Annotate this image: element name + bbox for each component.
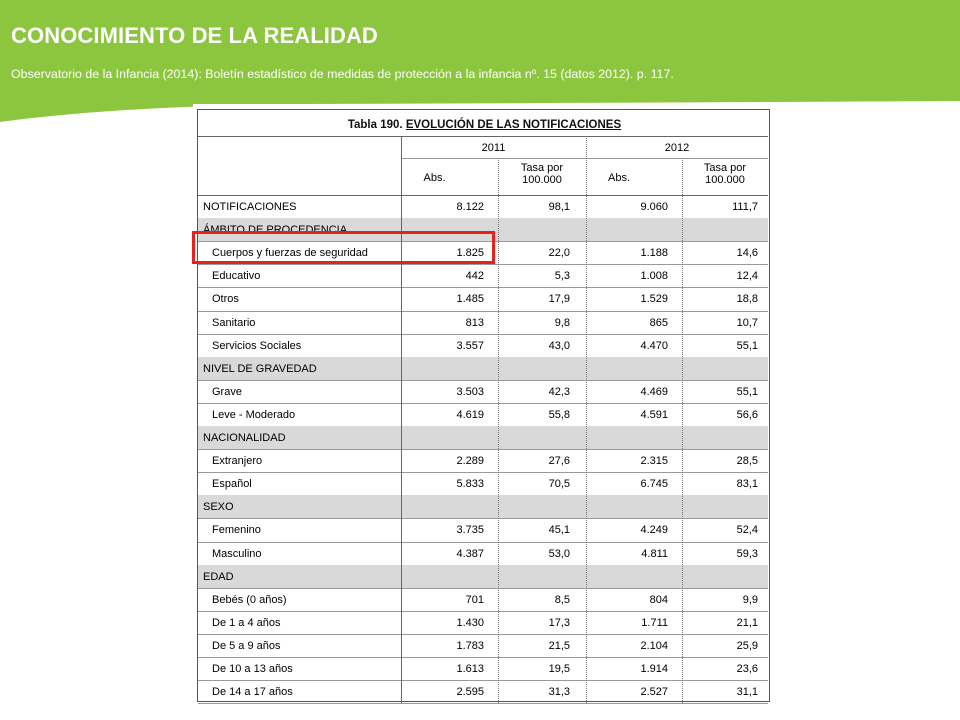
rate-2011-cell: 45,1 — [548, 524, 570, 537]
row-label: NOTIFICACIONES — [203, 201, 297, 213]
abs-2012-cell: 2.104 — [640, 639, 668, 652]
page-title: CONOCIMIENTO DE LA REALIDAD — [11, 23, 378, 48]
rate-2012-cell: 23,6 — [736, 663, 758, 675]
row-label: De 1 a 4 años — [212, 616, 281, 629]
row-label: De 14 a 17 años — [212, 686, 293, 699]
rate-2011-cell: 21,5 — [548, 639, 570, 652]
row-label: De 10 a 13 años — [212, 663, 293, 675]
year-divider — [586, 136, 587, 703]
abs-2012-cell: 1.008 — [640, 270, 668, 283]
abs-2012-cell: 1.711 — [641, 616, 668, 629]
table-title-prefix: Tabla 190. — [347, 119, 403, 131]
abs-2011-cell: 813 — [465, 316, 484, 329]
rate-2012-cell: 9,9 — [742, 593, 758, 606]
abs-2011-cell: 4.619 — [456, 408, 484, 421]
rate-2011-cell: 31,3 — [548, 686, 570, 699]
table-image — [193, 104, 777, 705]
abs-2011-cell: 442 — [465, 270, 484, 283]
abs-2011-cell: 2.595 — [456, 686, 484, 699]
rate-2012-cell: 52,4 — [736, 524, 758, 537]
abs-2012-cell: 6.745 — [640, 478, 668, 491]
abs-2012-cell: 1.914 — [640, 663, 668, 675]
rate-2012-cell: 55,1 — [736, 385, 758, 398]
table-title — [198, 119, 771, 131]
abs-2012-cell: 4.591 — [640, 408, 668, 421]
abs-2011-cell: 1.485 — [456, 293, 484, 306]
rate-2011-cell: 98,1 — [548, 201, 570, 213]
section-header: NACIONALIDAD — [203, 432, 286, 444]
abs-2011-cell: 3.503 — [456, 385, 484, 398]
abs-2012-cell: 9.060 — [640, 201, 668, 213]
rate-2011-cell: 17,9 — [548, 293, 570, 306]
rate-2012-cell: 14,6 — [736, 247, 758, 260]
row-label: Otros — [212, 293, 239, 306]
row-label: Masculino — [212, 547, 262, 560]
rate-2012-cell: 83,1 — [736, 478, 758, 491]
abs-2012-cell: 4.811 — [641, 547, 668, 560]
row-label: Español — [212, 478, 252, 491]
abs-2011-cell: 1.825 — [456, 247, 484, 260]
rate-2011-cell: 70,5 — [548, 478, 570, 491]
rate-2012-cell: 59,3 — [736, 547, 758, 560]
abs-2011-cell: 5.833 — [456, 478, 484, 491]
row-label: Extranjero — [212, 455, 263, 468]
header-top-line — [198, 136, 768, 137]
label-column-divider — [401, 136, 402, 703]
abs-2012-cell: 865 — [649, 316, 668, 329]
rate-label-line1: Tasa por — [520, 162, 564, 174]
year-2011-header: 2011 — [481, 142, 506, 154]
rate-2012-cell: 56,6 — [736, 408, 758, 421]
source-citation: Observatorio de la Infancia (2014): Boletín estadístico de medidas de protección a la infancia nº. 15 (datos 2012). p. 117. — [11, 67, 674, 81]
rate-2011-cell: 5,3 — [554, 270, 570, 283]
row-label: Femenino — [212, 524, 261, 537]
section-header: SEXO — [203, 501, 234, 514]
table-title-main: EVOLUCIÓN DE LAS NOTIFICACIONES — [405, 119, 622, 131]
rate-2012-cell: 31,1 — [736, 686, 758, 699]
abs-2011-cell: 1.613 — [456, 663, 484, 675]
abs-2011-cell: 4.387 — [456, 547, 484, 560]
rate-label-line2: 100.000 — [705, 174, 745, 187]
rate-2012-cell: 10,7 — [736, 316, 758, 329]
abs-2012-cell: 4.249 — [640, 524, 668, 537]
row-label: Leve - Moderado — [212, 408, 296, 421]
row-separator — [198, 703, 768, 704]
row-label: Grave — [212, 385, 242, 398]
rate-2011-cell: 9,8 — [554, 316, 570, 329]
rate-2011-header — [498, 162, 586, 186]
rate-label-line2: 100.000 — [522, 174, 562, 187]
abs-2012-cell: 804 — [649, 593, 668, 606]
abs-2011-cell: 701 — [465, 593, 484, 606]
abs-2011-cell: 1.430 — [456, 616, 484, 629]
abs-2012-cell: 1.529 — [640, 293, 668, 306]
rate-2012-cell: 12,4 — [736, 270, 758, 283]
rate-2012-cell: 18,8 — [736, 293, 758, 306]
abs-2012-header: Abs. — [607, 172, 630, 184]
rate-label-line1: Tasa por — [703, 162, 747, 174]
abs-2011-cell: 1.783 — [456, 639, 484, 652]
rate-2012-header — [682, 162, 768, 186]
section-header: ÁMBITO DE PROCEDENCIA — [203, 224, 348, 237]
year-divider-line — [401, 158, 768, 159]
abs-2011-cell: 3.557 — [456, 339, 484, 352]
abs-2011-cell: 8.122 — [456, 201, 484, 213]
rate-2011-cell: 22,0 — [548, 247, 570, 260]
rate-2012-cell: 21,1 — [736, 616, 758, 629]
abs-2011-header: Abs. — [423, 172, 446, 184]
row-label: Cuerpos y fuerzas de seguridad — [212, 247, 368, 260]
rate-2011-cell: 17,3 — [548, 616, 570, 629]
rate-2012-cell: 25,9 — [736, 639, 758, 652]
abs-2012-cell: 2.527 — [640, 686, 668, 699]
abs-2012-cell: 4.469 — [640, 385, 668, 398]
abs-2012-cell: 1.188 — [640, 247, 668, 260]
abs-2012-cell: 4.470 — [640, 339, 668, 352]
rate-2011-cell: 55,8 — [548, 408, 570, 421]
row-label: Servicios Sociales — [212, 339, 302, 352]
row-label: Educativo — [212, 270, 261, 283]
year-2012-header: 2012 — [664, 142, 690, 154]
abs-rate-divider-2012 — [682, 158, 683, 703]
rate-2011-cell: 42,3 — [548, 385, 570, 398]
rate-2011-cell: 8,5 — [554, 593, 570, 606]
abs-rate-divider-2011 — [498, 158, 499, 703]
rate-2011-cell: 53,0 — [548, 547, 570, 560]
highlight-box — [192, 231, 495, 264]
rate-2012-cell: 55,1 — [736, 339, 758, 352]
section-header: EDAD — [203, 570, 234, 583]
section-header: NIVEL DE GRAVEDAD — [203, 362, 317, 375]
abs-2011-cell: 3.735 — [456, 524, 484, 537]
row-label: Sanitario — [212, 316, 256, 329]
abs-2011-cell: 2.289 — [456, 455, 484, 468]
row-label: Bebés (0 años) — [212, 593, 287, 606]
statistics-table — [197, 109, 770, 702]
rate-2012-cell: 111,7 — [732, 201, 758, 213]
rate-2011-cell: 27,6 — [548, 455, 570, 468]
rate-2011-cell: 43,0 — [548, 339, 570, 352]
abs-2012-cell: 2.315 — [640, 455, 668, 468]
rate-2011-cell: 19,5 — [548, 663, 570, 675]
row-label: De 5 a 9 años — [212, 639, 281, 652]
rate-2012-cell: 28,5 — [736, 455, 758, 468]
